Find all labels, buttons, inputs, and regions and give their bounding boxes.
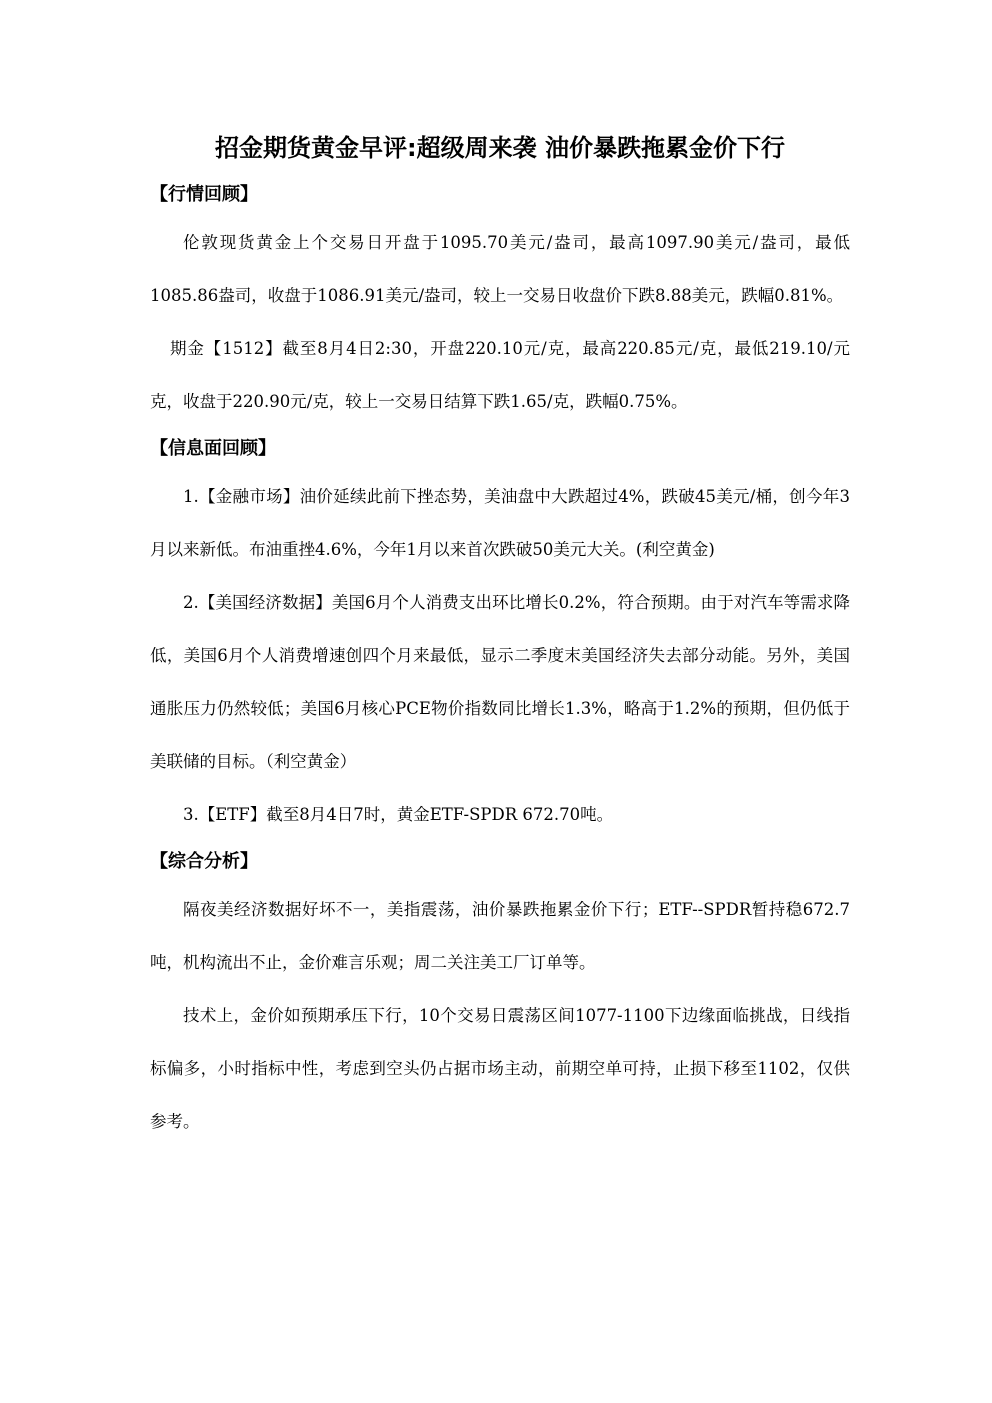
paragraph-news-item-1: 1.【金融市场】油价延续此前下挫态势，美油盘中大跌超过4%，跌破45美元/桶，创今年3月以来新低。布油重挫4.6%，今年1月以来首次跌破50美元大关。(利空黄金): [150, 487, 850, 559]
section-analysis: [150, 843, 850, 1148]
section-heading-analysis: 【综合分析】: [150, 851, 258, 872]
paragraph-london-spot-gold: 伦敦现货黄金上个交易日开盘于1095.70美元/盎司，最高1097.90美元/盎司，最低1085.86盎司，收盘于1086.91美元/盎司，较上一交易日收盘价下跌8.88美元，跌幅0.81%。: [150, 233, 850, 305]
section-heading-market-review: 【行情回顾】: [150, 184, 258, 205]
paragraph-analysis-technical: 技术上，金价如预期承压下行，10个交易日震荡区间1077-1100下边缘面临挑战，日线指标偏多，小时指标中性，考虑到空头仍占据市场主动，前期空单可持，止损下移至1102，仅供参考。: [150, 1006, 850, 1131]
paragraph-news-item-2: 2.【美国经济数据】美国6月个人消费支出环比增长0.2%，符合预期。由于对汽车等需求降低，美国6月个人消费增速创四个月来最低，显示二季度末美国经济失去部分动能。另外，美国通胀压力仍然较低；美国6月核心PCE物价指数同比增长1.3%，略高于1.2%的预期，但仍低于美联储的目标。（利空黄金）: [150, 593, 850, 771]
document-page: [150, 128, 850, 1148]
section-heading-news-review: 【信息面回顾】: [150, 438, 276, 459]
section-market-review: [150, 176, 850, 428]
paragraph-gold-futures: 期金【1512】截至8月4日2:30，开盘220.10元/克，最高220.85元/克，最低219.10/元克，收盘于220.90元/克，较上一交易日结算下跌1.65/克，跌幅0.75%。: [150, 339, 850, 411]
paragraph-news-item-3: 3.【ETF】截至8月4日7时，黄金ETF-SPDR 672.70吨。: [183, 805, 614, 824]
section-news-review: [150, 430, 850, 841]
document-title: 招金期货黄金早评:超级周来袭 油价暴跌拖累金价下行: [215, 134, 785, 162]
paragraph-analysis-overview: 隔夜美经济数据好坏不一，美指震荡，油价暴跌拖累金价下行；ETF--SPDR暂持稳672.7吨，机构流出不止，金价难言乐观；周二关注美工厂订单等。: [150, 900, 850, 972]
